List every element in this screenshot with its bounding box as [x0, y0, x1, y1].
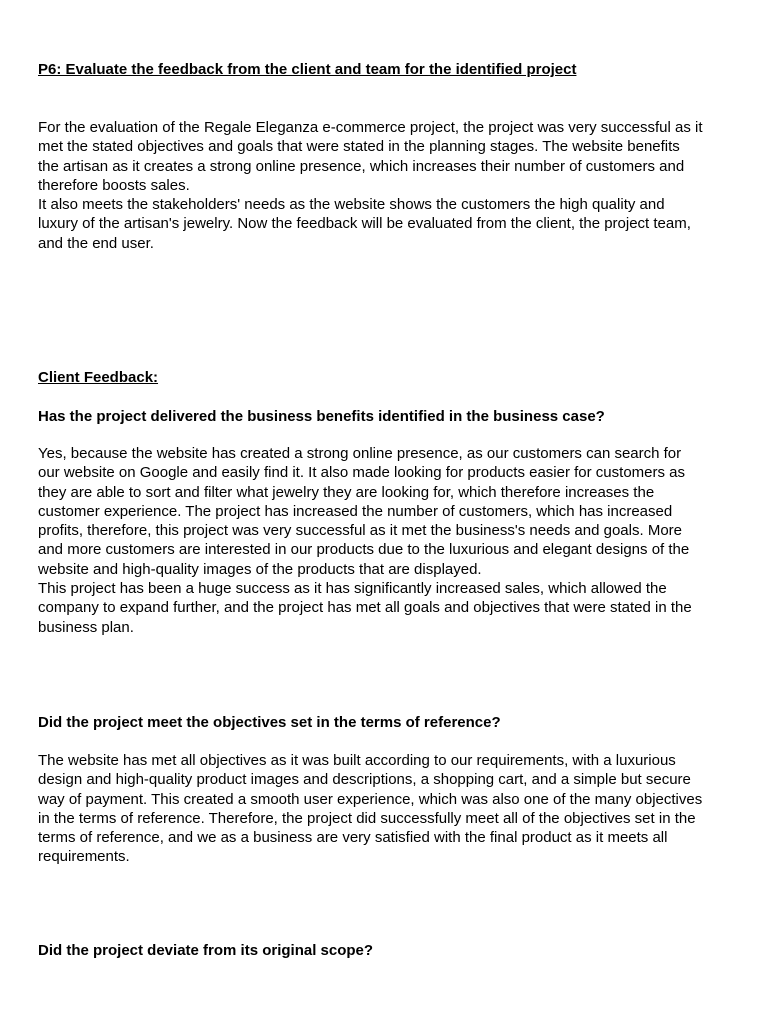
question-2-heading: Did the project meet the objectives set in the terms of reference?	[38, 714, 501, 731]
document-title: P6: Evaluate the feedback from the client and team for the identified project	[38, 61, 577, 78]
intro-paragraph-2: It also meets the stakeholders' needs as the website shows the customers the high quality and luxury of the artisan's jewelry. Now the feedback will be evaluated from the client, the project team, and the end user.	[38, 196, 691, 252]
intro-paragraph-1: For the evaluation of the Regale Eleganza e-commerce project, the project was very successful as it met the stated objectives and goals that were stated in the planning stages. The website benefits the artisan as it creates a strong online presence, which increases their number of customers and therefore boosts sales.	[38, 119, 703, 194]
question-1-heading: Has the project delivered the business benefits identified in the business case?	[38, 408, 605, 425]
question-2-answer	[38, 751, 703, 867]
question-1-answer-paragraph-2: This project has been a huge success as it has significantly increased sales, which allowed the company to expand further, and the project has met all goals and objectives that were stated in the business plan.	[38, 580, 692, 636]
client-feedback-heading: Client Feedback:	[38, 369, 159, 386]
intro-section	[38, 118, 703, 253]
question-3-heading: Did the project deviate from its original scope?	[38, 942, 374, 959]
question-1-answer-paragraph-1: Yes, because the website has created a strong online presence, as our customers can search for our website on Google and easily find it. It also made looking for products easier for customers as they are able to sort and filter what jewelry they are looking for, which therefore increases the customer experience. The project has increased the number of customers, which has increased profits, therefore, this project was very successful as it met the business's needs and goals. More and more customers are interested in our products due to the luxurious and elegant designs of the website and high-quality images of the products that are displayed.	[38, 445, 690, 578]
question-2-answer-paragraph-1: The website has met all objectives as it was built according to our requirements, with a luxurious design and high-quality product images and descriptions, a shopping cart, and a simple but secure way of payment. This created a smooth user experience, which was also one of the many objectives in the terms of reference. Therefore, the project did successfully meet all of the objectives set in the terms of reference, and we as a business are very satisfied with the final product as it meets all requirements.	[38, 752, 703, 866]
question-1-answer	[38, 444, 703, 637]
